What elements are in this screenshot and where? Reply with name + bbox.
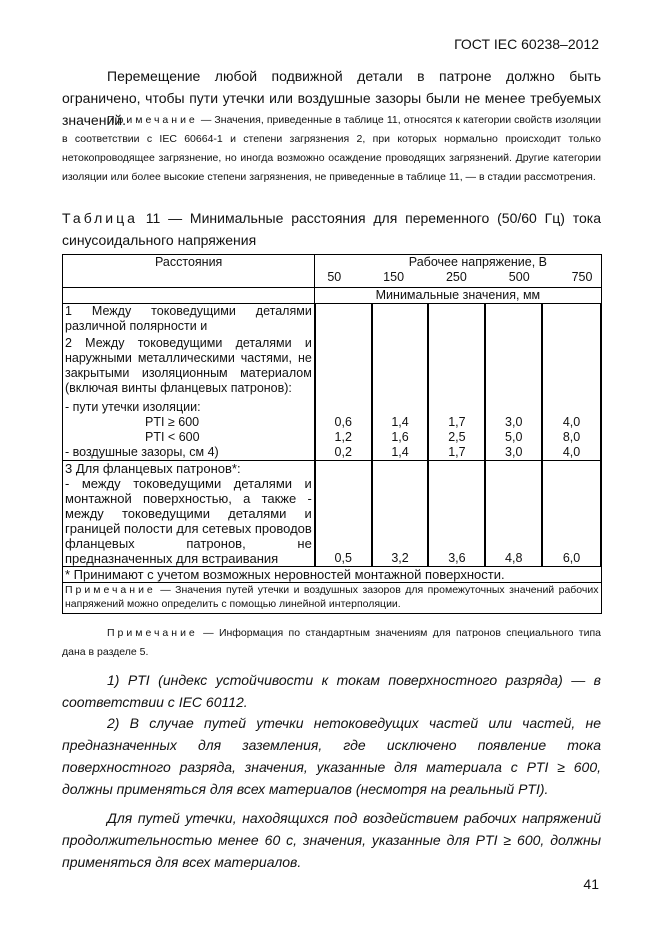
voltage: 50 <box>327 270 342 284</box>
value-cell: 1,7 2,5 1,7 <box>428 304 485 461</box>
voltage: 500 <box>508 270 530 284</box>
value-cell: 1,4 1,6 1,4 <box>372 304 429 461</box>
row-text: PTI < 600 <box>145 430 200 444</box>
voltage-header-label: Рабочее напряжение, В <box>408 255 548 269</box>
table-footnote: * Принимают с учетом возможных неровностей монтажной поверхности. <box>63 567 602 583</box>
row-label <box>63 304 315 461</box>
table-caption-text: 11 — Минимальные расстояния для переменного (50/60 Гц) тока синусоидального напряжения <box>62 210 601 248</box>
footnote-row <box>63 567 602 583</box>
row-text: 2 Между токоведущими деталями и наружными металлическими частями, не закрытыми изоляционным материалом (включая винты фланцевых патронов): <box>65 336 312 395</box>
table-note <box>63 583 602 614</box>
table-header-row <box>63 255 602 288</box>
value-cell: 3,0 5,0 3,0 <box>485 304 542 461</box>
note-label: Примечание <box>107 627 198 639</box>
voltage: 250 <box>445 270 467 284</box>
note-text: — Значения путей утечки и воздушных зазоров для промежуточных значений рабочих напряжений можно определить с помощью линейной интерполяции. <box>65 584 599 610</box>
note-text: — Информация по стандартным значениям для патронов специального типа дана в разделе 5. <box>62 627 601 658</box>
table-row <box>63 461 602 567</box>
table-note-row <box>63 583 602 614</box>
footnote-1: 1) PTI (индекс устойчивости к токам поверхностного разряда) — в соответствии с IEC 60112. <box>62 672 601 710</box>
voltage-values <box>315 270 600 285</box>
row-text: - пути утечки изоляции: <box>65 400 201 414</box>
row-text: - воздушные зазоры, см 4) <box>65 445 219 459</box>
value-cell: 6,0 <box>542 461 601 567</box>
page-number: 41 <box>583 876 599 892</box>
note-text: — Значения, приведенные в таблице 11, относятся к категории свойств изоляции в соответствии с IEC 60664-1 и степени загрязнения 2, при которых нормально происходит только нетокопроводящее загрязнение, но иногда возможно осаждение проводящих загрязнений. Другие категории изоляции или более высокие степени загрязнения, не приведенные в таблице 11, — в стадии рассмотрения. <box>62 114 601 183</box>
table-label: Таблица <box>62 210 138 226</box>
table-row <box>63 304 602 461</box>
table-caption <box>62 207 601 251</box>
row-text: 1 Между токоведущими деталями различной полярности и <box>65 304 312 333</box>
value-cell: 4,0 8,0 4,0 <box>542 304 601 461</box>
row-label: 3 Для фланцевых патронов*: - между токоведущими деталями и монтажной поверхностью, а также - между токоведущими деталями и границей полости для сетевых проводов фланцевых патронов, не предназначенных для встраивания <box>63 461 315 567</box>
row-text: PTI ≥ 600 <box>145 415 200 429</box>
note <box>62 111 601 187</box>
value-cell: 0,5 <box>315 461 372 567</box>
voltage: 750 <box>571 270 593 284</box>
units-row <box>63 288 602 304</box>
value-cell: 3,6 <box>428 461 485 567</box>
footnote-2: 2) В случае путей утечки нетоковедущих частей или частей, не предназначенных для заземления, где исключено появление тока поверхностного разряда, значения, указанные для материала с PTI ≥ 600, должны применяться для всех материалов (несмотря на реальный PTI). <box>62 715 601 797</box>
units-header: Минимальные значения, мм <box>315 288 601 304</box>
value-cell: 3,2 <box>372 461 429 567</box>
value-cell: 4,8 <box>485 461 542 567</box>
note-label: Примечание <box>65 584 156 596</box>
note-label: Примечание <box>107 114 198 126</box>
paragraph: Для путей утечки, находящихся под воздействием рабочих напряжений продолжительностью менее 60 с, значения, указанные для PTI ≥ 600, должны применяться для всех материалов. <box>62 810 601 870</box>
header-voltage <box>315 255 601 288</box>
table-11 <box>62 254 602 614</box>
paragraph: Перемещение любой подвижной детали в патроне должно быть ограничено, чтобы пути утечки или воздушные зазоры были не менее требуемых значений. <box>62 68 601 128</box>
voltage: 150 <box>383 270 405 284</box>
header-distances: Расстояния <box>63 255 315 288</box>
value-cell: 0,6 1,2 0,2 <box>315 304 372 461</box>
document-header: ГОСТ IEC 60238–2012 <box>454 36 599 52</box>
note <box>62 624 601 662</box>
